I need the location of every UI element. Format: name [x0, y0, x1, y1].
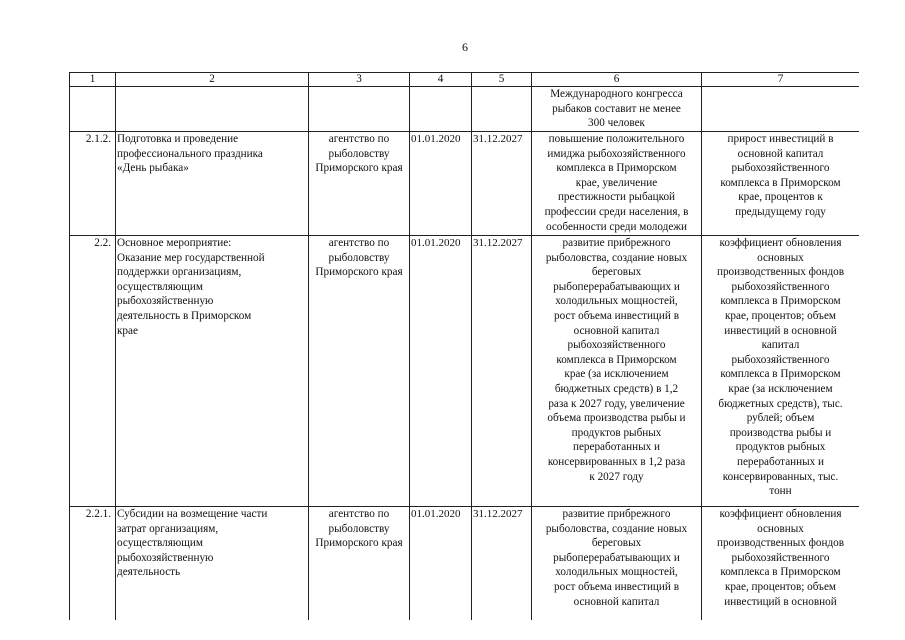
text-line: комплекса в Приморском — [720, 566, 841, 579]
measures-table — [69, 72, 859, 620]
text-line: тонн — [769, 485, 792, 498]
executor-agency — [309, 132, 410, 236]
text-line: рублей; объем — [746, 412, 815, 425]
text-line: Приморского края — [315, 537, 403, 550]
text-line: Основное мероприятие: — [117, 237, 232, 249]
text-line: холодильных мощностей, — [555, 295, 678, 308]
text-line: агентство по — [328, 237, 390, 249]
target-indicator — [702, 132, 860, 236]
table-row — [70, 132, 860, 236]
text-line: крае (за исключением — [728, 382, 833, 395]
text-line: развитие прибрежного — [562, 237, 671, 249]
text-line: холодильных мощностей, — [555, 566, 678, 579]
expected-result — [532, 236, 702, 507]
table-row — [70, 87, 860, 132]
text-line: деятельность в Приморском — [117, 309, 252, 322]
text-line: консервированных, тыс. — [722, 470, 839, 483]
text-line: развитие прибрежного — [562, 508, 671, 520]
end-date — [472, 87, 532, 132]
text-line: прирост инвестиций в — [727, 133, 834, 145]
target-indicator — [702, 87, 860, 132]
text-line: производственных фондов — [716, 537, 845, 550]
text-line: переработанных и — [736, 455, 825, 468]
text-line: основных — [757, 251, 804, 264]
text-line: 300 человек — [588, 117, 645, 130]
text-line: основной капитал — [573, 324, 660, 337]
text-line: «День рыбака» — [117, 162, 189, 175]
text-line: крае, процентов; объем — [724, 309, 837, 322]
measure-name — [116, 507, 309, 621]
measure-name — [116, 236, 309, 507]
text-line: переработанных и — [572, 441, 661, 454]
text-line: раза к 2027 году, увеличение — [548, 397, 685, 410]
target-indicator — [702, 507, 860, 621]
text-line: рыбохозяйственного — [731, 162, 830, 175]
text-line: комплекса в Приморском — [556, 353, 677, 366]
start-date: 01.01.2020 — [410, 236, 472, 507]
text-line: Приморского края — [315, 266, 403, 279]
text-line: имиджа рыбохозяйственного — [547, 147, 686, 160]
measures-table-container — [69, 72, 859, 620]
text-line: Субсидии на возмещение части — [117, 508, 268, 520]
page-number: 6 — [462, 40, 468, 54]
table-row — [70, 507, 860, 621]
text-line: рыбохозяйственного — [731, 353, 830, 366]
executor-agency — [309, 87, 410, 132]
text-line: Приморского края — [315, 162, 403, 175]
text-line: рыболовству — [328, 522, 390, 535]
text-line: бюджетных средств) в 1,2 — [554, 382, 679, 395]
text-line: производства рыбы и — [729, 426, 832, 439]
text-line: рыбохозяйственного — [731, 551, 830, 564]
text-line: Подготовка и проведение — [117, 133, 239, 145]
text-line: рыбохозяйственную — [117, 551, 214, 564]
text-line: рыболовства, создание новых — [545, 522, 688, 535]
text-line: производственных фондов — [716, 266, 845, 279]
text-line: повышение положительного — [548, 133, 685, 145]
text-line: крае, процентов к — [738, 191, 823, 204]
text-line: особенности среди молодежи — [545, 220, 688, 233]
text-line: крае, увеличение — [575, 176, 658, 189]
text-line: основной капитал — [573, 595, 660, 608]
column-number: 5 — [472, 73, 532, 87]
text-line: рост объема инвестиций в — [554, 580, 679, 593]
end-date: 31.12.2027 — [472, 132, 532, 236]
column-number: 2 — [116, 73, 309, 87]
text-line: рыбоперерабатывающих и — [553, 280, 680, 293]
expected-result — [532, 132, 702, 236]
text-line: капитал — [761, 339, 800, 352]
measure-name — [116, 87, 309, 132]
row-number: 2.2.1. — [70, 507, 116, 621]
text-line: рыбохозяйственного — [567, 339, 666, 352]
text-line: объема производства рыбы и — [547, 412, 686, 425]
text-line: комплекса в Приморском — [720, 295, 841, 308]
text-line: комплекса в Приморском — [556, 162, 677, 175]
text-line: затрат организациям, — [117, 522, 219, 535]
column-number: 7 — [702, 73, 860, 87]
end-date: 31.12.2027 — [472, 507, 532, 621]
text-line: крае (за исключением — [564, 368, 669, 381]
text-line: деятельность — [117, 566, 181, 579]
text-line: рост объема инвестиций в — [554, 309, 679, 322]
text-line: основных — [757, 522, 804, 535]
text-line: рыбаков составит не менее — [552, 102, 681, 115]
text-line: рыболовству — [328, 147, 390, 160]
expected-result — [532, 507, 702, 621]
text-line: инвестиций в основной — [724, 324, 837, 337]
target-indicator — [702, 236, 860, 507]
text-line: береговых — [591, 537, 642, 550]
text-line: коэффициент обновления — [719, 508, 842, 520]
text-line: профессионального праздника — [117, 147, 263, 160]
text-line: основной капитал — [737, 147, 824, 160]
executor-agency — [309, 236, 410, 507]
expected-result — [532, 87, 702, 132]
start-date — [410, 87, 472, 132]
text-line: консервированных в 1,2 раза — [547, 455, 686, 468]
text-line: осуществляющим — [117, 280, 203, 293]
row-number — [70, 87, 116, 132]
text-line: береговых — [591, 266, 642, 279]
text-line: Оказание мер государственной — [117, 251, 265, 264]
row-number: 2.2. — [70, 236, 116, 507]
column-numbers-row — [70, 73, 860, 87]
column-number: 4 — [410, 73, 472, 87]
text-line: комплекса в Приморском — [720, 368, 841, 381]
column-number: 6 — [532, 73, 702, 87]
text-line: коэффициент обновления — [719, 237, 842, 249]
text-line: продуктов рыбных — [571, 426, 662, 439]
text-line: осуществляющим — [117, 537, 203, 550]
text-line: агентство по — [328, 133, 390, 145]
start-date: 01.01.2020 — [410, 132, 472, 236]
text-line: рыбохозяйственную — [117, 295, 214, 308]
text-line: рыбоперерабатывающих и — [553, 551, 680, 564]
text-line: поддержки организациям, — [117, 266, 242, 279]
text-line: инвестиций в основной — [724, 595, 837, 608]
text-line: к 2027 году — [589, 470, 644, 483]
column-number: 1 — [70, 73, 116, 87]
text-line: престижности рыбацкой — [557, 191, 676, 204]
text-line: рыболовства, создание новых — [545, 251, 688, 264]
text-line: рыболовству — [328, 251, 390, 264]
executor-agency — [309, 507, 410, 621]
text-line: агентство по — [328, 508, 390, 520]
end-date: 31.12.2027 — [472, 236, 532, 507]
text-line: Международного конгресса — [550, 88, 683, 100]
column-number: 3 — [309, 73, 410, 87]
text-line: бюджетных средств), тыс. — [718, 397, 843, 410]
measure-name — [116, 132, 309, 236]
text-line: рыбохозяйственного — [731, 280, 830, 293]
start-date: 01.01.2020 — [410, 507, 472, 621]
text-line: профессии среди населения, в — [544, 205, 689, 218]
text-line: продуктов рыбных — [735, 441, 826, 454]
text-line: крае — [117, 324, 138, 337]
text-line: комплекса в Приморском — [720, 176, 841, 189]
row-number: 2.1.2. — [70, 132, 116, 236]
text-line: крае, процентов; объем — [724, 580, 837, 593]
text-line: предыдущему году — [735, 205, 826, 218]
table-row — [70, 236, 860, 507]
